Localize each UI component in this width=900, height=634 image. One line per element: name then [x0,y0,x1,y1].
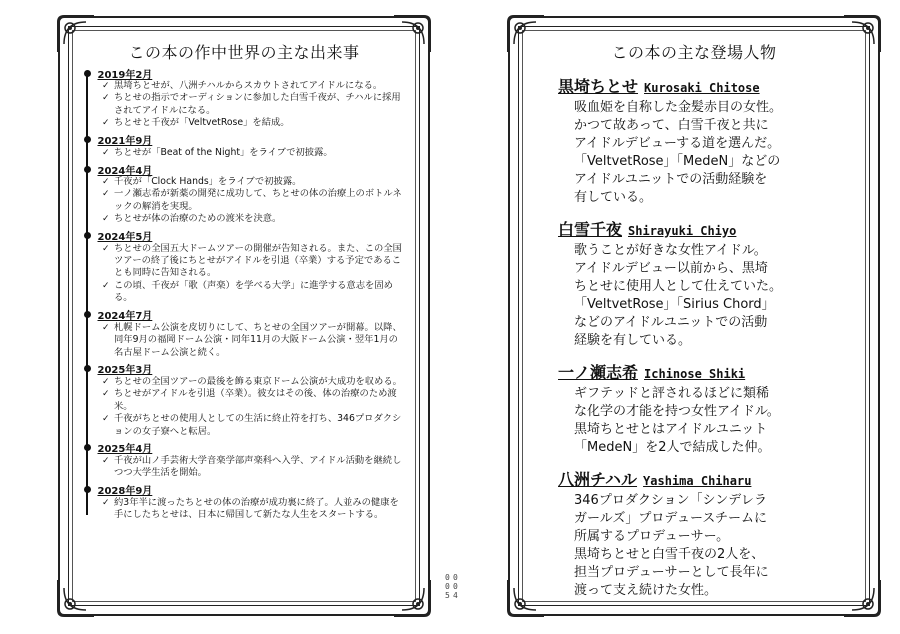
timeline-dot-icon [84,365,91,372]
timeline-event [84,280,406,305]
event-text: 黒埼ちとせが、八洲チハルからスカウトされてアイドルになる。 [114,80,383,91]
event-text: 千夜が「Clock Hands」をライブで初披露。 [114,176,302,188]
timeline-event [84,92,406,117]
event-text: ちとせが体の治療のための渡米を決意。 [114,213,282,225]
character-romaji: Ichinose Shiki [644,367,746,381]
timeline-entry [84,133,406,159]
description-line: 「VeltvetRose」「MedeN」などの [574,154,781,169]
event-text: 千夜が山ノ手芸術大学音楽学部声楽科へ入学、アイドル活動を継続しつつ大学生活を開始。 [114,454,402,479]
timeline-dot-icon [84,486,91,493]
character-heading [558,74,816,97]
character-entry [558,217,816,350]
character-entry [558,74,816,207]
character-romaji: Shirayuki Chiyo [628,224,737,238]
timeline-year: 2024年4月 [97,165,153,177]
description-line: ちとせに使用人として仕えていた。 [574,279,783,294]
check-icon: ✓ [102,243,110,254]
timeline-year: 2028年9月 [97,486,153,498]
timeline-entry [84,308,406,359]
description-line: 所属するプロデューサー。 [574,529,730,544]
character-list [558,74,816,610]
timeline-event [84,322,406,359]
timeline-dot-icon [84,444,91,451]
event-text: 札幌ドーム公演を皮切りにして、ちとせの全国ツアーが開幕。以降、同年9月の福岡ドーム公演・同年11月の大阪ドーム公演・翌年1月の名古屋ドーム公演と続く。 [114,321,402,358]
corner-ornament-icon [56,578,96,618]
description-line: 有している。 [574,190,653,205]
event-text: 千夜がちとせの使用人としての生活に終止符を打ち、346プロダクションの女子寮へと転居。 [114,413,402,437]
timeline-event [84,497,406,522]
character-description [566,99,816,207]
timeline-event [84,188,406,213]
timeline-event [84,388,406,413]
description-line: 吸血姫を自称した金髪赤目の女性。 [574,100,783,115]
description-line: 経験を有している。 [574,333,692,348]
timeline-event [84,376,406,388]
right-page [508,16,880,616]
description-line: などのアイドルユニットでの活動 [574,315,768,330]
event-text: ちとせと千夜が「VeltvetRose」を結成。 [114,117,290,129]
character-name: 一ノ瀬志希 [558,363,639,382]
character-entry [558,360,816,457]
event-text: この頃、千夜が「歌（声楽）を学べる大学」に進学する意志を固める。 [114,279,393,304]
event-text: 約3年半に渡ったちとせの体の治療が成功裏に終了。人並みの健康を手にしたちとせは、日本に帰国して新たな人生をスタートする。 [114,496,399,521]
check-icon: ✓ [102,147,110,158]
description-line: 「MedeN」を2人で結成した仲。 [574,440,771,455]
description-line: アイドルデビュー以前から、黒埼 [574,261,768,276]
timeline-entry [84,483,406,522]
description-line: 渡って支え続けた女性。 [574,583,718,598]
timeline-event [84,243,406,280]
timeline-dot-icon [84,232,91,239]
corner-ornament-icon [506,578,546,618]
event-text: ちとせの全国ツアーの最後を飾る東京ドーム公演が大成功を収める。 [114,375,402,387]
description-line: 「VeltvetRose」「Sirius Chord」 [574,297,775,312]
timeline-dot-icon [84,70,91,77]
character-heading [558,217,816,240]
timeline-entry [84,362,406,438]
timeline-entry [84,441,406,480]
check-icon: ✓ [102,455,110,466]
timeline-year: 2021年9月 [97,136,153,148]
timeline-dot-icon [84,311,91,318]
check-icon: ✓ [102,376,110,387]
description-line: 黒埼ちとせと白雪千夜の2人を、 [574,547,765,562]
description-line: かつて故あって、白雪千夜と共に [574,118,769,133]
check-icon: ✓ [102,177,110,188]
description-line: ギフテッドと評されるほどに類稀 [574,386,770,401]
check-icon: ✓ [102,389,110,400]
timeline-event [84,213,406,225]
check-icon: ✓ [102,214,110,225]
corner-ornament-icon [842,578,882,618]
description-line: 歌うことが好きな女性アイドル。 [574,243,767,258]
timeline-event [84,455,406,480]
character-description [566,385,816,457]
timeline-year: 2025年4月 [97,444,153,456]
description-line: アイドルデビューする道を選んだ。 [574,136,781,151]
timeline-year: 2024年7月 [97,311,153,323]
timeline-year: 2019年2月 [97,69,153,81]
event-text: ちとせが「Beat of the Night」をライブで初披露。 [114,146,333,158]
page-title: この本の作中世界の主な出来事 [128,43,360,62]
timeline [84,66,406,525]
page-number-left: 0 0 5 [445,573,450,600]
timeline-entry [84,162,406,226]
description-line: ガールズ」プロデュースチームに [574,511,768,526]
check-icon: ✓ [102,280,110,291]
check-icon: ✓ [102,414,110,425]
character-romaji: Kurosaki Chitose [644,81,760,95]
timeline-event [84,147,406,159]
character-description [566,492,816,600]
character-name: 黒埼ちとせ [558,77,639,96]
description-line: 担当プロデューサーとして長年に [574,565,769,580]
corner-ornament-icon [392,578,432,618]
check-icon: ✓ [102,189,110,200]
left-page [58,16,430,616]
character-name: 八洲チハル [558,470,638,489]
timeline-entry [84,229,406,305]
description-line: 346プロダクション「シンデレラ [574,493,767,508]
description-line: 黒埼ちとせとはアイドルユニット [574,422,768,437]
timeline-dot-icon [84,166,91,173]
timeline-event [84,117,406,129]
event-text: 一ノ瀬志希が新薬の開発に成功して、ちとせの体の治療上のボトルネックの解消を実現。 [114,188,402,212]
description-line: な化学の才能を持つ女性アイドル。 [574,404,780,419]
character-name: 白雪千夜 [558,220,623,239]
character-heading [558,467,816,490]
timeline-event [84,176,406,188]
check-icon: ✓ [102,322,110,333]
check-icon: ✓ [102,118,110,129]
event-text: ちとせの全国五大ドームツアーの開催が告知される。また、この全国ツアーの終了後にちとせがアイドルを引退（卒業）する予定であることも同時に告知される。 [114,242,402,279]
page-title: この本の主な登場人物 [611,43,777,62]
check-icon: ✓ [102,81,110,91]
character-description [566,242,816,350]
event-text: ちとせの指示でオーディションに参加した白雪千夜が、チハルに採用されてアイドルになる。 [114,92,401,116]
description-line: アイドルユニットでの活動経験を [574,172,768,187]
check-icon: ✓ [102,93,110,104]
timeline-event [84,80,406,92]
event-text: ちとせがアイドルを引退（卒業）。彼女はその後、体の治療のため渡米。 [114,388,397,412]
timeline-year: 2024年5月 [97,232,153,244]
timeline-entry [84,66,406,130]
check-icon: ✓ [102,497,110,508]
timeline-year: 2025年3月 [97,365,153,377]
character-heading [558,360,816,383]
character-entry [558,467,816,600]
timeline-event [84,413,406,438]
character-romaji: Yashima Chiharu [643,474,752,488]
page-number-right: 0 0 4 [453,573,458,600]
timeline-dot-icon [84,136,91,143]
